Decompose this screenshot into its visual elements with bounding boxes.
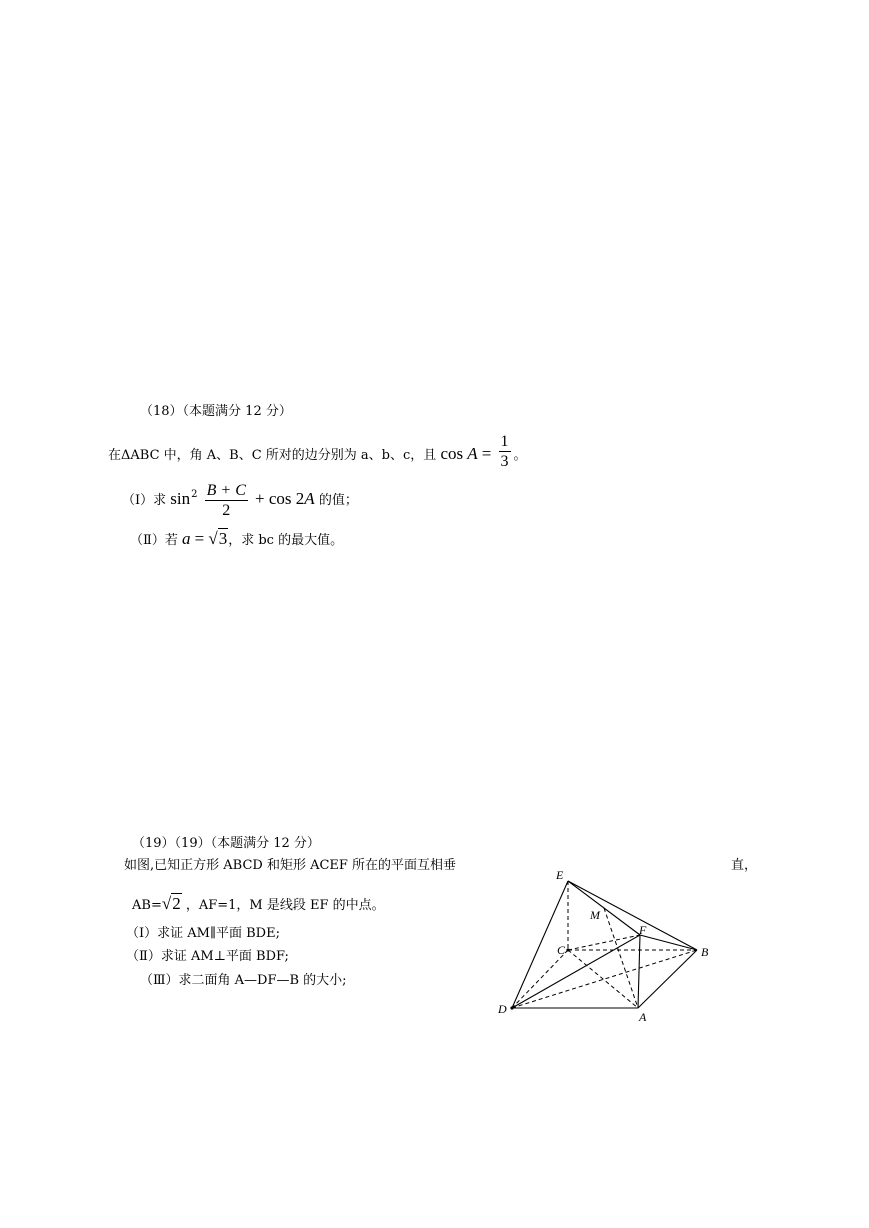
sqrt-3: √3 bbox=[208, 529, 228, 548]
fraction-numerator: 1 bbox=[500, 433, 509, 450]
var-a: a bbox=[181, 529, 191, 548]
edge-DB bbox=[512, 950, 697, 1008]
vertex-C bbox=[566, 948, 569, 951]
problem19-stem-line1-end: 直， bbox=[731, 858, 758, 873]
period: 。 bbox=[513, 448, 527, 463]
edge-CA bbox=[568, 950, 638, 1008]
part1-prefix: （Ⅰ）求 bbox=[122, 493, 167, 508]
var-A: A bbox=[304, 489, 315, 508]
radicand: 3 bbox=[218, 529, 228, 548]
part2-suffix: ，求 bc 的最大值。 bbox=[228, 533, 344, 548]
label-D: D bbox=[498, 1002, 507, 1016]
fraction-denominator: 3 bbox=[500, 453, 509, 470]
edge-CF bbox=[568, 935, 640, 950]
problem19-stem-line2 bbox=[132, 895, 385, 915]
edge-FB bbox=[640, 935, 697, 950]
edge-FA bbox=[638, 935, 640, 1008]
edge-MA bbox=[604, 908, 638, 1008]
problem19-stem-line1: 如图,已知正方形 ABCD 和矩形 ACEF 所在的平面互相垂 bbox=[124, 858, 457, 873]
label-B: B bbox=[701, 945, 709, 959]
geometry-figure bbox=[490, 862, 720, 1027]
radicand: 2 bbox=[172, 894, 181, 913]
problem18-stem-text: 在ΔABC 中，角 A、B、C 所对的边分别为 a、b、c，且 bbox=[108, 448, 437, 463]
equals-sign: = bbox=[481, 444, 492, 463]
vertex-D bbox=[510, 1006, 513, 1009]
label-A: A bbox=[639, 1010, 647, 1024]
fraction-one-third bbox=[499, 432, 511, 471]
fraction-denominator: 2 bbox=[222, 502, 231, 519]
fraction-b-plus-c-over-2 bbox=[205, 481, 248, 520]
problem19-part2: （Ⅱ）求证 AM⊥平面 BDF; bbox=[126, 949, 289, 964]
cos-function: cos bbox=[440, 444, 464, 463]
problem19-part1: （Ⅰ）求证 AM∥平面 BDE; bbox=[126, 926, 280, 941]
equals-sign: = bbox=[194, 529, 205, 548]
label-M: M bbox=[590, 908, 600, 922]
edge-AB bbox=[638, 950, 697, 1008]
var-A: A bbox=[467, 444, 478, 463]
part2-prefix: （Ⅱ）若 bbox=[130, 533, 178, 548]
part1-suffix: 的值； bbox=[318, 493, 358, 508]
fraction-numerator: B + C bbox=[206, 482, 246, 499]
exponent: 2 bbox=[191, 489, 198, 500]
sin-function: sin bbox=[170, 489, 191, 508]
label-E: E bbox=[556, 868, 564, 882]
label-F: F bbox=[639, 923, 647, 937]
problem18-stem bbox=[108, 433, 527, 475]
problem18-part1 bbox=[122, 481, 358, 520]
plus-cos-2: + cos 2 bbox=[255, 489, 305, 508]
sqrt-2: √2 bbox=[161, 894, 181, 913]
ab-prefix: AB= bbox=[132, 898, 162, 913]
problem18-part2 bbox=[130, 530, 343, 550]
problem19-header: （19）（19）（本题满分 12 分） bbox=[132, 836, 320, 851]
edge-DF bbox=[512, 935, 640, 1008]
stem-line2-suffix: ，AF=1，M 是线段 EF 的中点。 bbox=[185, 898, 385, 913]
problem19-part3: （Ⅲ）求二面角 A—DF—B 的大小; bbox=[140, 973, 347, 988]
problem18-header: （18）（本题满分 12 分） bbox=[140, 404, 292, 419]
label-C: C bbox=[557, 943, 566, 957]
